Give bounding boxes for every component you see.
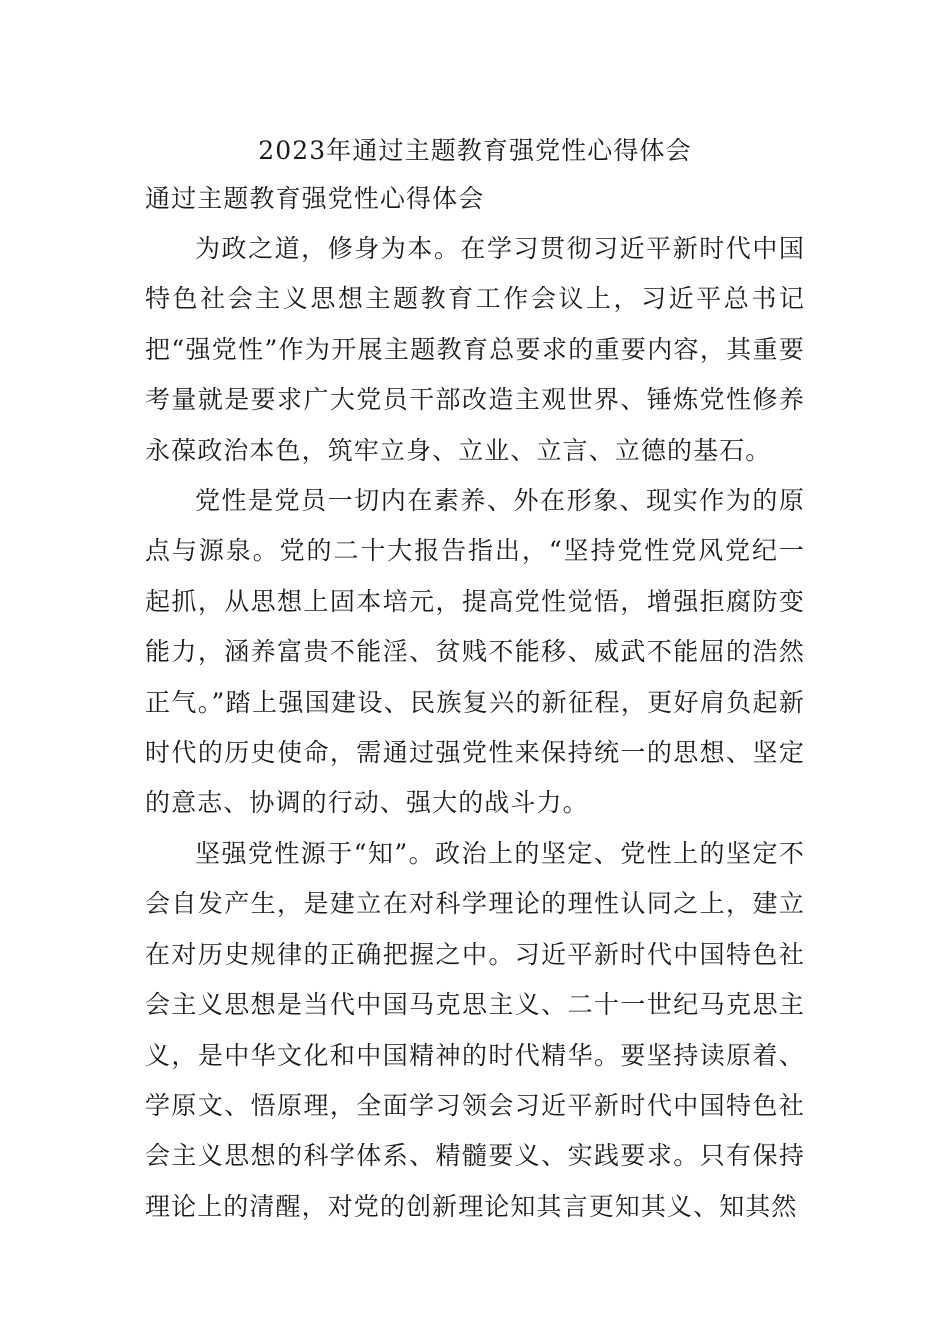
document-subtitle: 通过主题教育强党性心得体会	[145, 184, 485, 213]
paragraph-3: 坚强党性源于“知”。政治上的坚定、党性上的坚定不会自发产生，是建立在对科学理论的理性认同之上，建立在对历史规律的正确把握之中。习近平新时代中国特色社会主义思想是当代中国马克思主义、二十一世纪马克思主义，是中华文化和中国精神的时代精华。要坚持读原着、学原文、悟原理，全面学习领会习近平新时代中国特色社会主义思想的科学体系、精髓要义、实践要求。只有保持理论上的清醒，对党的创新理论知其言更知其义、知其然	[145, 838, 805, 1221]
paragraph-2: 党性是党员一切内在素养、外在形象、现实作为的原点与源泉。党的二十大报告指出，“坚持党性党风党纪一起抓，从思想上固本培元，提高党性觉悟，增强拒腐防变能力，涵养富贵不能淫、贫贱不能移、威武不能屈的浩然正气。”踏上强国建设、民族复兴的新征程，更好肩负起新时代的历史使命，需通过强党性来保持统一的思想、坚定的意志、协调的行动、强大的战斗力。	[145, 486, 805, 818]
paragraph-1: 为政之道，修身为本。在学习贯彻习近平新时代中国特色社会主义思想主题教育工作会议上，习近平总书记把“强党性”作为开展主题教育总要求的重要内容，其重要考量就是要求广大党员干部改造主观世界、锤炼党性修养永葆政治本色，筑牢立身、立业、立言、立德的基石。	[145, 234, 805, 465]
document-title: 2023年通过主题教育强党性心得体会	[258, 136, 692, 165]
document-body	[145, 128, 805, 1232]
